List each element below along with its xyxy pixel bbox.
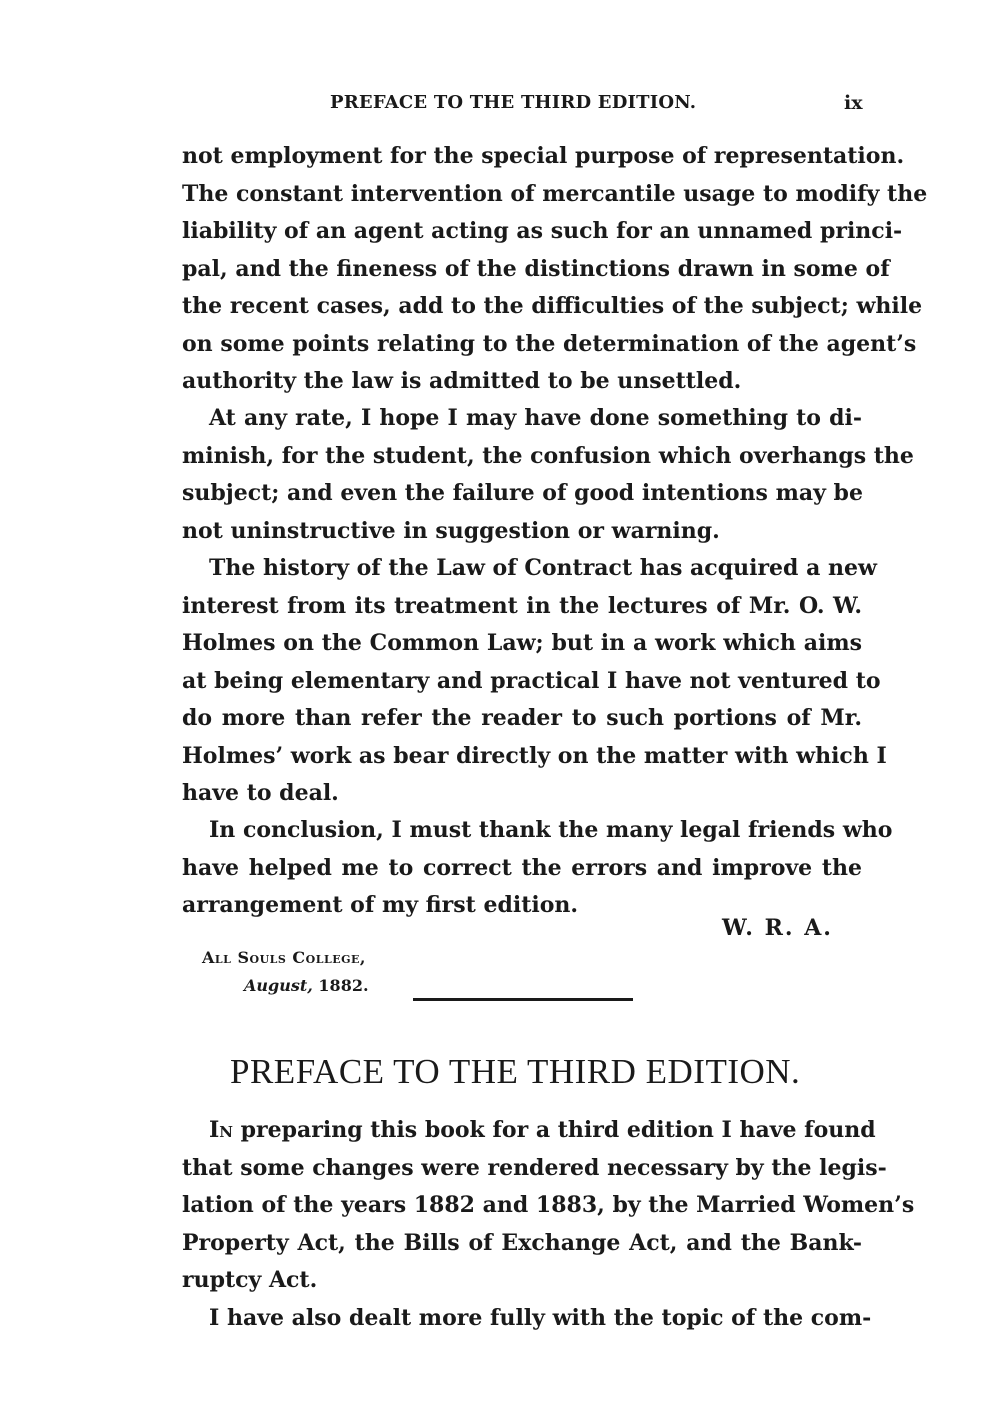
paragraph-third-edition-topics	[182, 1300, 872, 1338]
text-line: at being elementary and practical I have not ventured to	[182, 667, 881, 694]
text-line: minish, for the student, the confusion which overhangs the	[182, 442, 914, 469]
dateline-date	[202, 972, 369, 1000]
section-heading: PREFACE TO THE THIRD EDITION.	[230, 1052, 801, 1091]
text-line: pal, and the fineness of the distinctions drawn in some of	[182, 255, 890, 282]
opening-word: In	[209, 1117, 234, 1143]
dateline-year: 1882.	[318, 976, 369, 995]
paragraph-history-of-contract	[182, 550, 887, 813]
text-line: the recent cases, add to the difficulties of the subject; while	[182, 293, 923, 319]
text-line: Holmes on the Common Law; but in a work which aims	[182, 630, 862, 656]
dateline-month: August,	[244, 976, 313, 995]
paragraph-continuation	[182, 138, 928, 401]
text-line: not employment for the special purpose of representation.	[182, 143, 905, 169]
running-head	[0, 92, 1000, 118]
text-line: ruptcy Act.	[182, 1267, 318, 1293]
text-line: do more than refer the reader to such portions of Mr.	[182, 705, 862, 731]
text-line: In conclusion, I must thank the many legal friends who	[209, 817, 893, 843]
text-line: The constant intervention of mercantile usage to modify the	[182, 180, 928, 207]
text-line: lation of the years 1882 and 1883, by the Married Women’s	[182, 1192, 915, 1218]
running-head-title: PREFACE TO THE THIRD EDITION.	[330, 92, 697, 113]
text-line: Holmes’ work as bear directly on the matter with which I	[182, 742, 887, 769]
text-line: on some points relating to the determination of the agent’s	[182, 330, 917, 357]
text-line: At any rate, I hope I may have done something to di-	[209, 405, 862, 431]
author-initials: W. R. A.	[722, 915, 833, 941]
paragraph-at-any-rate	[182, 400, 914, 550]
page-number: ix	[844, 92, 863, 114]
text-line-rest: preparing this book for a third edition I have found	[233, 1117, 876, 1143]
text-line: that some changes were rendered necessary by the legis-	[182, 1154, 887, 1181]
text-line: subject; and even the failure of good intentions may be	[182, 480, 863, 506]
dateline	[202, 944, 369, 1000]
text-line: The history of the Law of Contract has acquired a new	[209, 555, 877, 581]
dateline-place: All Souls College,	[202, 948, 366, 967]
text-line: I have also dealt more fully with the topic of the com-	[209, 1305, 872, 1331]
text-line: liability of an agent acting as such for an unnamed princi-	[182, 218, 903, 244]
text-line: arrangement of my first edition.	[182, 892, 579, 918]
section-divider-rule	[413, 998, 633, 1001]
paragraph-third-edition-intro	[182, 1112, 915, 1300]
text-line: have helped me to correct the errors and improve the	[182, 854, 862, 881]
text-line: not uninstructive in suggestion or warning.	[182, 517, 720, 544]
text-line	[182, 1112, 876, 1150]
text-line: have to deal.	[182, 780, 339, 806]
text-line: interest from its treatment in the lectures of Mr. O. W.	[182, 592, 862, 619]
text-line: Property Act, the Bills of Exchange Act, and the Bank-	[182, 1229, 862, 1256]
paragraph-conclusion	[182, 812, 893, 925]
text-line: authority the law is admitted to be unsettled.	[182, 368, 742, 394]
